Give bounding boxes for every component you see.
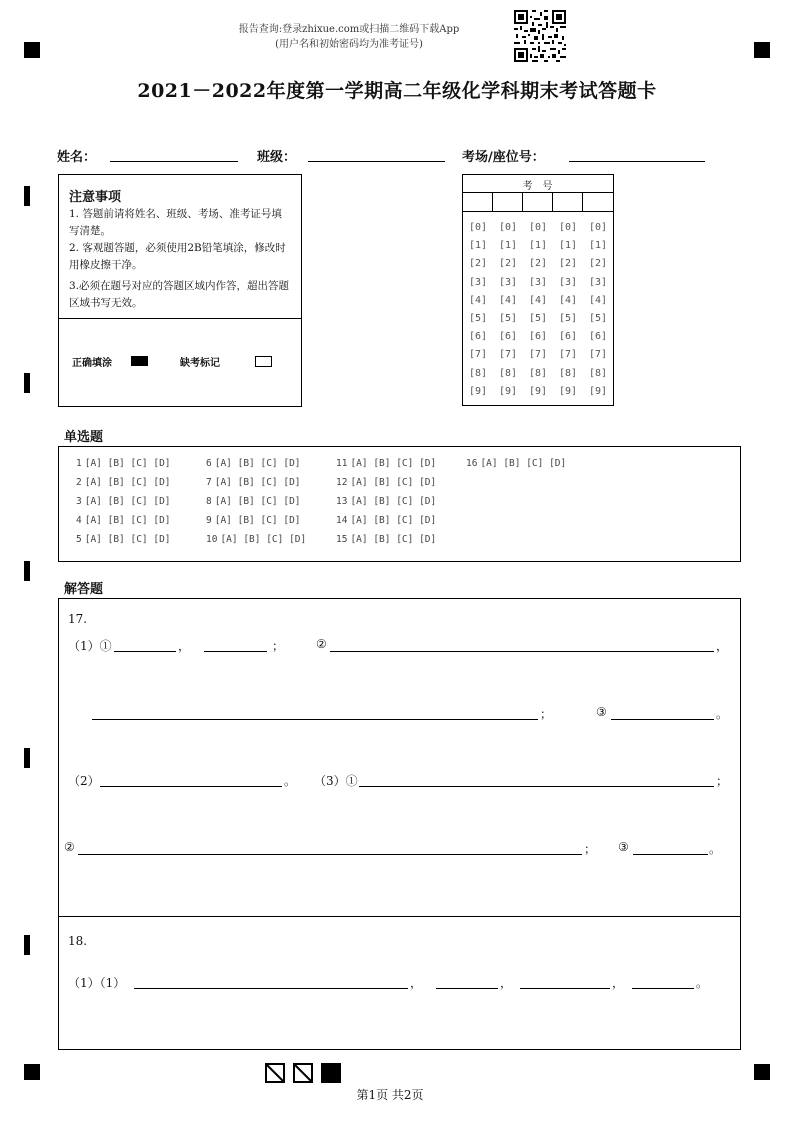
- semicolon-text: ；: [716, 774, 729, 788]
- q17-part2-label: （2）: [68, 774, 100, 788]
- filled-sample-box: [131, 356, 148, 366]
- grid-divider: [552, 192, 553, 211]
- semicolon-text: ；: [272, 639, 285, 653]
- class-field[interactable]: [308, 161, 445, 162]
- timing-bar: [24, 186, 30, 206]
- digit-bubble[interactable]: [5]: [588, 313, 608, 324]
- mcq-options[interactable]: [A] [B] [C] [D]: [84, 477, 171, 488]
- mcq-question-number: 15: [336, 534, 348, 545]
- digit-bubble[interactable]: [8]: [498, 367, 518, 379]
- digit-bubble[interactable]: [3]: [528, 276, 548, 288]
- digit-bubble[interactable]: [7]: [468, 349, 488, 361]
- mcq-question-14[interactable]: [336, 515, 436, 526]
- digit-bubble[interactable]: [8]: [588, 367, 608, 379]
- digit-bubble[interactable]: [8]: [468, 367, 488, 379]
- digit-bubble[interactable]: [0]: [558, 222, 578, 233]
- answer-section-label: 解答题: [64, 582, 104, 597]
- mcq-options[interactable]: [A] [B] [C] [D]: [350, 534, 437, 545]
- mcq-question-16[interactable]: [466, 458, 566, 469]
- semicolon-text: ；: [584, 842, 597, 856]
- digit-bubble[interactable]: [4]: [498, 294, 518, 306]
- digit-bubble[interactable]: [3]: [498, 276, 518, 288]
- digit-bubble[interactable]: [1]: [528, 240, 548, 252]
- circle-3-label: ③: [596, 705, 607, 719]
- mcq-question-3[interactable]: [76, 496, 171, 507]
- room-seat-label: 考场/座位号：: [462, 150, 545, 165]
- mcq-options[interactable]: [A] [B] [C] [D]: [214, 458, 301, 469]
- circle-2-label: ②: [316, 637, 327, 651]
- circle-3-label: ③: [618, 840, 629, 854]
- circle-2-label: ②: [64, 840, 75, 854]
- question-17-number: 17.: [68, 612, 88, 626]
- digit-bubble[interactable]: [0]: [468, 222, 488, 233]
- mcq-options[interactable]: [A] [B] [C] [D]: [350, 515, 437, 526]
- mcq-question-13[interactable]: [336, 496, 436, 507]
- mcq-question-number: 3: [76, 496, 82, 507]
- registration-mark-top-left: [24, 42, 40, 58]
- digit-bubble[interactable]: [1]: [498, 240, 518, 252]
- digit-bubble[interactable]: [1]: [558, 240, 578, 252]
- q17-1-blank-b[interactable]: [204, 651, 267, 652]
- registration-mark-top-right: [754, 42, 770, 58]
- grid-divider: [462, 211, 613, 212]
- digit-bubble[interactable]: [6]: [558, 331, 578, 343]
- room-seat-field[interactable]: [569, 161, 705, 162]
- correct-fill-label: 正确填涂: [72, 358, 112, 369]
- mcq-question-15[interactable]: [336, 534, 436, 545]
- notice-divider: [58, 318, 301, 319]
- mcq-question-number: 10: [206, 534, 218, 545]
- mcq-options[interactable]: [A] [B] [C] [D]: [220, 534, 307, 545]
- notice-item-3: 3.必须在题号对应的答题区域内作答，超出答题区域书写无效。: [69, 280, 290, 309]
- q18-1-blank-c[interactable]: [520, 988, 610, 989]
- timing-bar: [24, 935, 30, 955]
- q17-3-blank-a[interactable]: [359, 786, 714, 787]
- digit-bubble[interactable]: [0]: [498, 222, 518, 233]
- comma-text: ，: [716, 639, 729, 653]
- q17-1-blank-e[interactable]: [611, 719, 714, 720]
- digit-bubble[interactable]: [7]: [588, 349, 608, 361]
- digit-bubble[interactable]: [2]: [498, 258, 518, 270]
- digit-bubble[interactable]: [4]: [468, 294, 488, 306]
- digit-bubble[interactable]: [1]: [468, 240, 488, 252]
- digit-bubble[interactable]: [9]: [558, 385, 578, 397]
- mcq-question-number: 12: [336, 477, 348, 488]
- digit-bubble[interactable]: [8]: [528, 367, 548, 379]
- digit-bubble[interactable]: [6]: [528, 331, 548, 343]
- q17-1-blank-a[interactable]: [114, 651, 176, 652]
- timing-bar: [24, 748, 30, 768]
- q18-1-blank-d[interactable]: [632, 988, 694, 989]
- digit-bubble[interactable]: [2]: [558, 258, 578, 270]
- login-hint-text: (用户名和初始密码均为准考证号): [275, 39, 423, 50]
- mcq-question-12[interactable]: [336, 477, 436, 488]
- comma-text: ，: [178, 639, 191, 653]
- digit-bubble[interactable]: [5]: [558, 313, 578, 324]
- digit-bubble[interactable]: [5]: [468, 313, 488, 324]
- mcq-question-number: 8: [206, 496, 212, 507]
- mcq-question-4[interactable]: [76, 515, 171, 526]
- digit-bubble[interactable]: [3]: [468, 276, 488, 288]
- answer-box: [58, 598, 741, 1050]
- name-label: 姓名：: [57, 150, 97, 165]
- mcq-question-2[interactable]: [76, 477, 171, 488]
- digit-bubble[interactable]: [3]: [558, 276, 578, 288]
- period-text: 。: [284, 774, 297, 788]
- digit-bubble[interactable]: [9]: [528, 385, 548, 397]
- mcq-question-1[interactable]: [76, 458, 171, 469]
- mcq-section-label: 单选题: [64, 430, 104, 445]
- digit-bubble[interactable]: [4]: [528, 294, 548, 306]
- q17-part1-label: （1）①: [68, 639, 112, 653]
- digit-bubble[interactable]: [4]: [558, 294, 578, 306]
- mcq-question-7[interactable]: [206, 477, 301, 488]
- mcq-options[interactable]: [A] [B] [C] [D]: [214, 496, 301, 507]
- notice-item-1: 1. 答题前请将姓名、班级、考场、准考证号填写清楚。: [69, 208, 282, 237]
- digit-bubble[interactable]: [7]: [528, 349, 548, 361]
- solid-box-icon: [321, 1063, 341, 1083]
- mcq-question-11[interactable]: [336, 458, 436, 469]
- question-18-number: 18.: [68, 934, 88, 948]
- mcq-question-number: 5: [76, 534, 82, 545]
- mcq-question-10[interactable]: [206, 534, 306, 545]
- registration-mark-bottom-right: [754, 1064, 770, 1080]
- mcq-options[interactable]: [A] [B] [C] [D]: [214, 515, 301, 526]
- comma-text: ，: [612, 976, 625, 990]
- q17-2-blank[interactable]: [100, 786, 282, 787]
- absent-mark-checkbox[interactable]: [255, 356, 272, 367]
- digit-bubble[interactable]: [4]: [588, 294, 608, 306]
- mcq-question-6[interactable]: [206, 458, 301, 469]
- digit-bubble[interactable]: [7]: [558, 349, 578, 361]
- mcq-question-number: 2: [76, 477, 82, 488]
- mcq-options[interactable]: [A] [B] [C] [D]: [350, 477, 437, 488]
- q17-3-blank-c[interactable]: [633, 854, 708, 855]
- name-field[interactable]: [110, 161, 238, 162]
- notice-title: 注意事项: [69, 190, 122, 205]
- semicolon-text: ；: [540, 707, 553, 721]
- mcq-question-5[interactable]: [76, 534, 171, 545]
- digit-bubble[interactable]: [0]: [588, 222, 608, 233]
- digit-bubble[interactable]: [1]: [588, 240, 608, 252]
- q17-part3-label: （3）①: [314, 774, 358, 788]
- period-text: 。: [709, 842, 722, 856]
- mcq-question-number: 4: [76, 515, 82, 526]
- grid-divider: [522, 192, 523, 211]
- mcq-options[interactable]: [A] [B] [C] [D]: [84, 458, 171, 469]
- mcq-question-number: 13: [336, 496, 348, 507]
- grid-divider: [492, 192, 493, 211]
- digit-bubble[interactable]: [2]: [468, 258, 488, 270]
- digit-bubble[interactable]: [5]: [528, 313, 548, 324]
- mcq-options[interactable]: [A] [B] [C] [D]: [480, 458, 567, 469]
- mcq-options[interactable]: [A] [B] [C] [D]: [84, 515, 171, 526]
- grid-divider: [462, 192, 613, 193]
- period-text: 。: [696, 976, 709, 990]
- registration-mark-bottom-left: [24, 1064, 40, 1080]
- qr-code-icon: [514, 10, 566, 62]
- timing-bar: [24, 561, 30, 581]
- mcq-options[interactable]: [A] [B] [C] [D]: [350, 496, 437, 507]
- comma-text: ，: [410, 976, 423, 990]
- page-number: 第1页 共2页: [356, 1088, 424, 1102]
- digit-bubble[interactable]: [6]: [498, 331, 518, 343]
- q18-part1-label: （1）（1）: [68, 976, 126, 990]
- q18-1-blank-a[interactable]: [134, 988, 408, 989]
- digit-bubble[interactable]: [8]: [558, 367, 578, 379]
- class-label: 班级：: [257, 150, 297, 165]
- comma-text: ，: [500, 976, 513, 990]
- mcq-options[interactable]: [A] [B] [C] [D]: [84, 534, 171, 545]
- mcq-question-number: 11: [336, 458, 348, 469]
- diagonal-box-icon: [265, 1063, 285, 1083]
- digit-bubble[interactable]: [3]: [588, 276, 608, 288]
- mcq-options[interactable]: [A] [B] [C] [D]: [214, 477, 301, 488]
- question-divider: [58, 916, 740, 917]
- mcq-question-number: 16: [466, 458, 478, 469]
- digit-bubble[interactable]: [9]: [498, 385, 518, 397]
- mcq-question-8[interactable]: [206, 496, 301, 507]
- q17-1-blank-c[interactable]: [330, 651, 714, 652]
- digit-bubble[interactable]: [2]: [528, 258, 548, 270]
- mcq-question-number: 1: [76, 458, 82, 469]
- report-query-text: 报告查询:登录zhixue.com或扫描二维码下载App: [238, 24, 460, 35]
- digit-bubble[interactable]: [9]: [468, 385, 488, 397]
- mcq-question-number: 14: [336, 515, 348, 526]
- mcq-options[interactable]: [A] [B] [C] [D]: [84, 496, 171, 507]
- exam-number-label: 考 号: [522, 181, 553, 192]
- q17-1-blank-d[interactable]: [92, 719, 538, 720]
- digit-bubble[interactable]: [5]: [498, 313, 518, 324]
- notice-item-2: 2. 客观题答题，必须使用2B铅笔填涂，修改时用橡皮擦干净。: [69, 242, 286, 271]
- diagonal-box-icon: [293, 1063, 313, 1083]
- digit-bubble[interactable]: [9]: [588, 385, 608, 397]
- digit-bubble[interactable]: [6]: [468, 331, 488, 343]
- mcq-question-number: 6: [206, 458, 212, 469]
- digit-bubble[interactable]: [0]: [528, 222, 548, 233]
- period-text: 。: [716, 707, 729, 721]
- mcq-question-number: 9: [206, 515, 212, 526]
- timing-bar: [24, 373, 30, 393]
- grid-divider: [582, 192, 583, 211]
- mcq-options[interactable]: [A] [B] [C] [D]: [350, 458, 437, 469]
- mcq-question-number: 7: [206, 477, 212, 488]
- absent-mark-label: 缺考标记: [180, 358, 220, 369]
- q17-3-blank-b[interactable]: [78, 854, 582, 855]
- digit-bubble[interactable]: [2]: [588, 258, 608, 270]
- mcq-question-9[interactable]: [206, 515, 301, 526]
- digit-bubble[interactable]: [7]: [498, 349, 518, 361]
- page-title: 2021－2022年度第一学期高二年级化学科期末考试答题卡: [137, 80, 657, 102]
- q18-1-blank-b[interactable]: [436, 988, 498, 989]
- digit-bubble[interactable]: [6]: [588, 331, 608, 343]
